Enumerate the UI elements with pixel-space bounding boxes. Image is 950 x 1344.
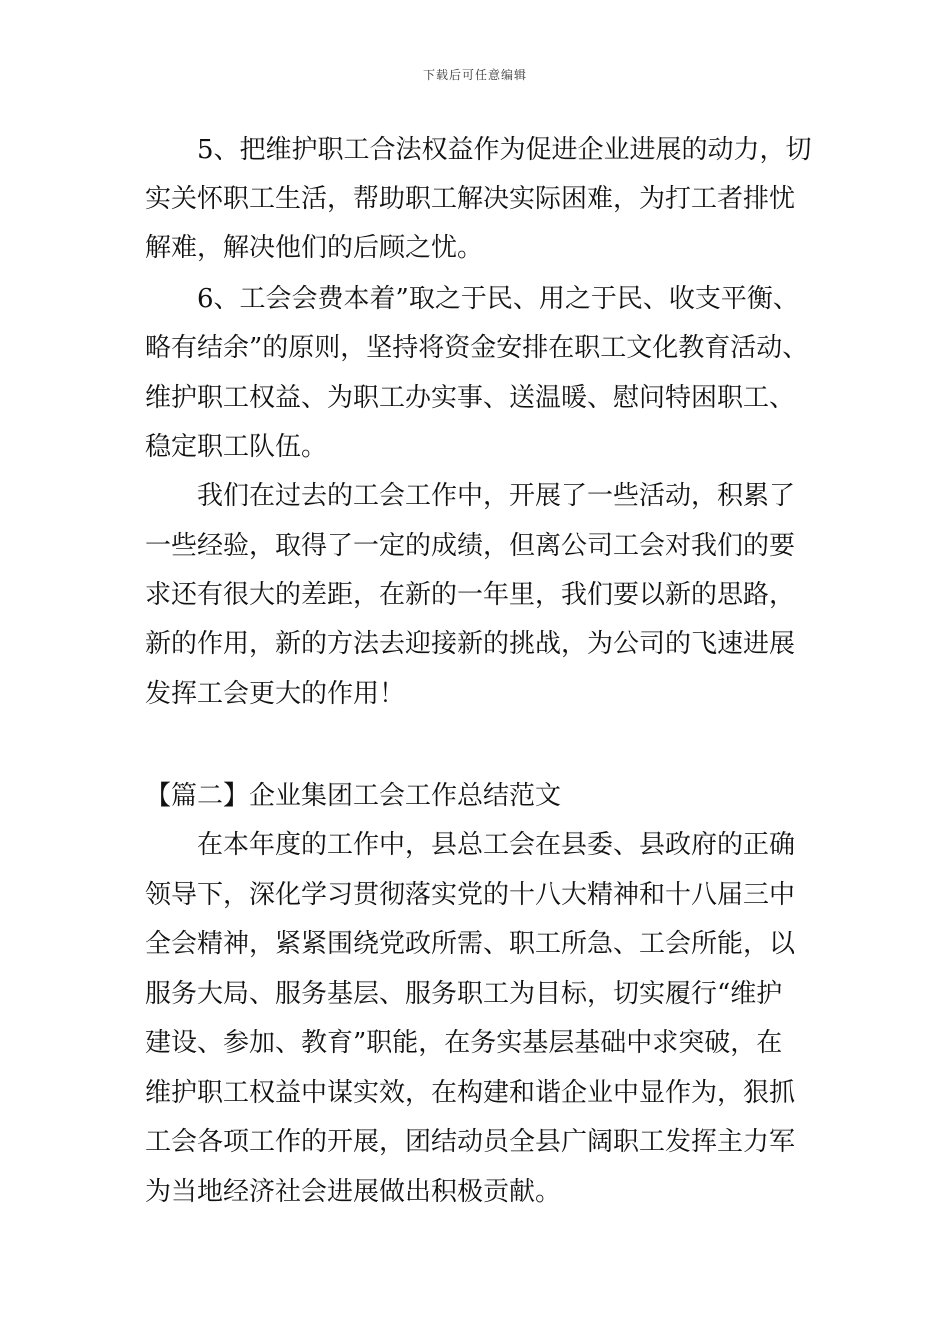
text-line: 维护职工权益中谋实效，在构建和谐企业中显作为，狠抓 [145, 1078, 796, 1108]
text-line: 维护职工权益、为职工办实事、送温暖、慰问特困职工、 [145, 383, 796, 413]
text-line: 略有结余”的原则，坚持将资金安排在职工文化教育活动、 [145, 333, 809, 363]
text-line: 稳定职工队伍。 [145, 432, 328, 462]
section-title: 【篇二】企业集团工会工作总结范文 [145, 781, 562, 811]
text-line: 求还有很大的差距，在新的一年里，我们要以新的思路， [145, 580, 796, 610]
text-line: 我们在过去的工会工作中，开展了一些活动，积累了 [197, 481, 796, 511]
text-line: 解难，解决他们的后顾之忧。 [145, 233, 484, 263]
text-line: 服务大局、服务基层、服务职工为目标，切实履行“维护 [145, 979, 783, 1009]
text-line: 领导下，深化学习贯彻落实党的十八大精神和十八届三中 [145, 880, 796, 910]
text-line: 工会各项工作的开展，团结动员全县广阔职工发挥主力军 [145, 1127, 796, 1157]
text-line: 实关怀职工生活，帮助职工解决实际困难，为打工者排忧 [145, 184, 796, 214]
text-line: 发挥工会更大的作用！ [145, 679, 406, 709]
text-line: 全会精神，紧紧围绕党政所需、职工所急、工会所能，以 [145, 929, 796, 959]
text-line: 在本年度的工作中，县总工会在县委、县政府的正确 [197, 830, 796, 860]
text-line: 6、工会会费本着”取之于民、用之于民、收支平衡、 [197, 284, 799, 314]
text-line: 新的作用，新的方法去迎接新的挑战，为公司的飞速进展 [145, 629, 796, 659]
text-line: 一些经验，取得了一定的成绩，但离公司工会对我们的要 [145, 531, 796, 561]
page-header: 下载后可任意编辑 [422, 68, 527, 82]
text-line: 为当地经济社会进展做出积极贡献。 [145, 1177, 562, 1207]
text-line: 5、把维护职工合法权益作为促进企业进展的动力，切 [197, 135, 812, 165]
text-line: 建设、参加、教育”职能，在务实基层基础中求突破，在 [145, 1028, 783, 1058]
